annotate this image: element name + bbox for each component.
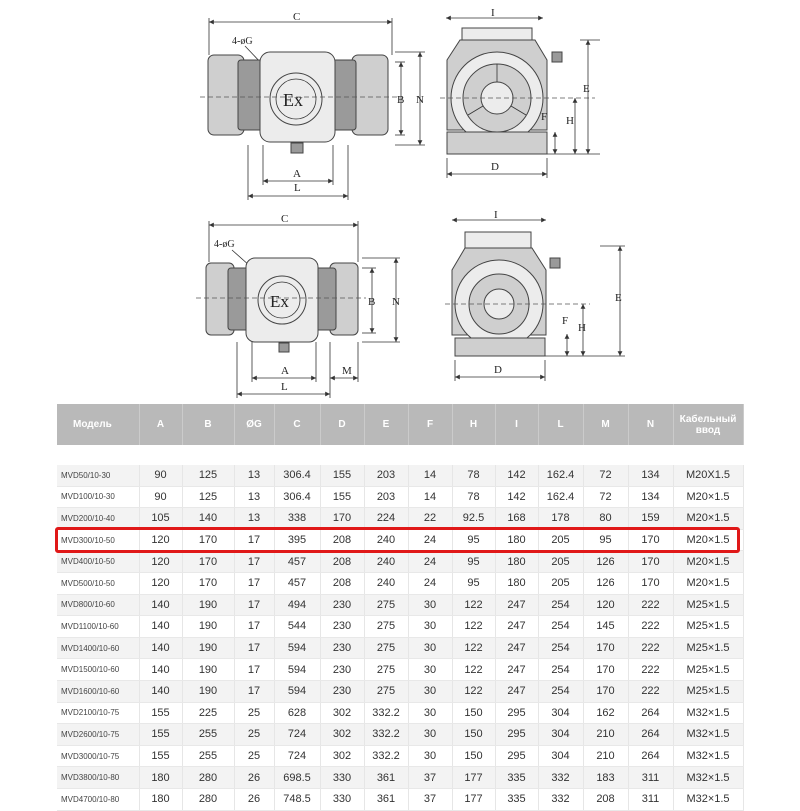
cell-g: 13 [234,465,274,486]
cell-l: 162.4 [538,486,583,508]
cell-a: 140 [139,659,182,681]
dim-label-a: A [293,168,301,180]
cell-c: 544 [274,616,320,638]
cell-g: 17 [234,551,274,573]
dim-label-a2: A [281,365,289,377]
header-g: ØG [234,404,274,445]
cell-l: 178 [538,508,583,530]
cell-model: MVD3800/10-80 [57,767,139,789]
cell-h: 150 [452,745,495,767]
cell-l: 205 [538,529,583,551]
cell-g: 17 [234,529,274,551]
cell-cable-entry: M32×1.5 [673,767,743,789]
cell-i: 247 [495,594,538,616]
cell-e: 203 [364,486,408,508]
cell-d: 230 [320,659,364,681]
cell-cable-entry: M20X1.5 [673,465,743,486]
cell-d: 155 [320,486,364,508]
cell-e: 361 [364,767,408,789]
cell-model: MVD1500/10-60 [57,659,139,681]
cell-d: 302 [320,724,364,746]
cell-g: 17 [234,680,274,702]
cell-a: 120 [139,572,182,594]
cell-c: 594 [274,680,320,702]
cell-b: 190 [182,680,234,702]
cell-a: 140 [139,680,182,702]
cell-a: 180 [139,767,182,789]
cell-cable-entry: M25×1.5 [673,659,743,681]
cell-l: 254 [538,659,583,681]
cell-i: 335 [495,788,538,810]
cell-cable-entry: M25×1.5 [673,637,743,659]
cell-c: 724 [274,724,320,746]
cell-a: 140 [139,637,182,659]
cell-n: 134 [628,486,673,508]
dim-label-f2: F [562,315,569,327]
cell-n: 222 [628,659,673,681]
dim-label-l: L [294,182,301,194]
cell-cable-entry: M32×1.5 [673,745,743,767]
cell-a: 120 [139,529,182,551]
table-row [57,680,743,702]
dim-label-m: M [342,365,352,377]
dim-label-c: C [293,11,301,23]
cell-d: 208 [320,551,364,573]
cell-i: 247 [495,680,538,702]
cell-c: 594 [274,637,320,659]
dim-label-d: D [491,161,499,173]
cell-m: 72 [583,486,628,508]
cell-a: 90 [139,465,182,486]
cell-b: 125 [182,465,234,486]
cell-l: 254 [538,594,583,616]
cell-i: 295 [495,745,538,767]
cell-d: 230 [320,616,364,638]
cell-m: 210 [583,724,628,746]
cell-i: 168 [495,508,538,530]
cell-f: 30 [408,745,452,767]
cell-m: 126 [583,572,628,594]
table-row [57,486,743,508]
cell-g: 25 [234,724,274,746]
cell-l: 254 [538,637,583,659]
dim-label-n2: N [392,296,400,308]
cell-cable-entry: M32×1.5 [673,724,743,746]
cell-f: 24 [408,551,452,573]
cell-e: 332.2 [364,724,408,746]
cell-l: 205 [538,572,583,594]
cell-g: 13 [234,486,274,508]
cell-h: 95 [452,551,495,573]
cell-b: 225 [182,702,234,724]
dim-label-i: I [491,7,495,19]
table-row [57,724,743,746]
cell-n: 311 [628,788,673,810]
cell-h: 122 [452,637,495,659]
cell-model: MVD50/10-30 [57,465,139,486]
cell-l: 304 [538,702,583,724]
ex-logo-bottom: Ex [270,292,289,311]
header-n: N [628,404,673,445]
cell-b: 170 [182,572,234,594]
cell-c: 748.5 [274,788,320,810]
header-d: D [320,404,364,445]
cell-i: 180 [495,572,538,594]
cell-n: 222 [628,637,673,659]
cell-c: 395 [274,529,320,551]
cell-model: MVD500/10-50 [57,572,139,594]
cell-b: 140 [182,508,234,530]
cell-a: 180 [139,788,182,810]
dim-label-d2: D [494,364,502,376]
cell-e: 275 [364,659,408,681]
cell-c: 457 [274,572,320,594]
cell-h: 122 [452,659,495,681]
cell-h: 150 [452,724,495,746]
cell-f: 30 [408,637,452,659]
cell-c: 457 [274,551,320,573]
dim-label-h: H [566,115,574,127]
cell-d: 208 [320,529,364,551]
dim-label-e2: E [615,292,622,304]
cell-e: 332.2 [364,745,408,767]
cell-i: 295 [495,702,538,724]
cell-n: 170 [628,572,673,594]
cell-b: 170 [182,551,234,573]
cell-m: 170 [583,637,628,659]
cell-e: 332.2 [364,702,408,724]
cell-i: 180 [495,551,538,573]
specification-table [57,404,744,811]
cell-h: 95 [452,529,495,551]
cell-cable-entry: M20×1.5 [673,572,743,594]
cell-cable-entry: M20×1.5 [673,529,743,551]
cell-c: 628 [274,702,320,724]
cell-g: 13 [234,508,274,530]
table-row [57,745,743,767]
cell-cable-entry: M20×1.5 [673,486,743,508]
cell-h: 95 [452,572,495,594]
cell-l: 332 [538,788,583,810]
header-i: I [495,404,538,445]
cell-m: 95 [583,529,628,551]
cell-n: 170 [628,551,673,573]
cell-g: 17 [234,594,274,616]
cell-d: 330 [320,767,364,789]
cell-i: 247 [495,659,538,681]
cell-e: 240 [364,529,408,551]
cell-g: 17 [234,572,274,594]
cell-f: 30 [408,594,452,616]
header-model: Модель [57,404,139,445]
table-header-row [57,404,743,445]
header-c: C [274,404,320,445]
cell-b: 170 [182,529,234,551]
cell-f: 24 [408,529,452,551]
table-body [57,445,743,810]
table-row [57,702,743,724]
cell-d: 230 [320,680,364,702]
cell-h: 122 [452,616,495,638]
cell-model: MVD4700/10-80 [57,788,139,810]
header-cable-entry: Кабельный ввод [673,404,743,445]
cell-cable-entry: M20×1.5 [673,508,743,530]
cell-model: MVD1100/10-60 [57,616,139,638]
cell-model: MVD2100/10-75 [57,702,139,724]
cell-a: 140 [139,616,182,638]
ex-logo-top: Ex [283,90,303,110]
cell-m: 126 [583,551,628,573]
cell-model: MVD200/10-40 [57,508,139,530]
table-row [57,508,743,530]
cell-model: MVD3000/10-75 [57,745,139,767]
cell-a: 155 [139,702,182,724]
cell-m: 210 [583,745,628,767]
table-row [57,616,743,638]
dim-label-h2: H [578,322,586,334]
cell-m: 162 [583,702,628,724]
cell-d: 230 [320,637,364,659]
cell-b: 125 [182,486,234,508]
cell-d: 302 [320,745,364,767]
cell-n: 264 [628,745,673,767]
cell-c: 338 [274,508,320,530]
cell-i: 335 [495,767,538,789]
cell-m: 120 [583,594,628,616]
cell-g: 17 [234,637,274,659]
cell-l: 205 [538,551,583,573]
end-view-top [440,7,600,178]
cell-h: 78 [452,486,495,508]
table-row [57,788,743,810]
dim-label-b2: B [368,296,376,308]
cell-m: 170 [583,680,628,702]
cell-d: 170 [320,508,364,530]
cell-model: MVD800/10-60 [57,594,139,616]
cell-g: 17 [234,616,274,638]
cell-b: 255 [182,745,234,767]
dim-label-i2: I [494,209,498,221]
cell-h: 177 [452,788,495,810]
cell-model: MVD2600/10-75 [57,724,139,746]
cell-a: 105 [139,508,182,530]
cell-n: 222 [628,616,673,638]
cell-f: 37 [408,767,452,789]
cell-cable-entry: M32×1.5 [673,702,743,724]
cell-cable-entry: M25×1.5 [673,594,743,616]
cell-model: MVD300/10-50 [57,529,139,551]
dim-label-g2: 4-øG [214,239,235,250]
cell-m: 145 [583,616,628,638]
cell-b: 280 [182,767,234,789]
table-row [57,637,743,659]
cell-c: 594 [274,659,320,681]
dim-label-c2: C [281,213,289,225]
side-view-bottom [196,213,400,398]
cell-d: 155 [320,465,364,486]
cell-f: 37 [408,788,452,810]
cell-d: 302 [320,702,364,724]
cell-b: 190 [182,637,234,659]
cell-m: 80 [583,508,628,530]
cell-f: 30 [408,659,452,681]
cell-g: 26 [234,788,274,810]
cell-e: 240 [364,572,408,594]
cell-h: 150 [452,702,495,724]
cell-f: 30 [408,724,452,746]
cell-i: 295 [495,724,538,746]
cell-e: 275 [364,594,408,616]
end-view-bottom [445,209,625,381]
cell-f: 24 [408,572,452,594]
cell-h: 177 [452,767,495,789]
cell-e: 361 [364,788,408,810]
cell-b: 190 [182,659,234,681]
header-a: A [139,404,182,445]
cell-f: 14 [408,465,452,486]
cell-h: 92.5 [452,508,495,530]
cell-f: 30 [408,616,452,638]
cell-i: 180 [495,529,538,551]
cell-i: 142 [495,465,538,486]
table-row [57,551,743,573]
cell-l: 254 [538,680,583,702]
cell-cable-entry: M25×1.5 [673,680,743,702]
cell-a: 90 [139,486,182,508]
cell-f: 14 [408,486,452,508]
table-row [57,572,743,594]
cell-c: 306.4 [274,486,320,508]
cell-d: 330 [320,788,364,810]
cell-d: 230 [320,594,364,616]
cell-a: 155 [139,745,182,767]
cell-e: 224 [364,508,408,530]
table-row [57,529,743,551]
header-b: B [182,404,234,445]
cell-n: 222 [628,594,673,616]
cell-b: 190 [182,594,234,616]
cell-a: 120 [139,551,182,573]
header-l: L [538,404,583,445]
cell-m: 208 [583,788,628,810]
cell-n: 222 [628,680,673,702]
cell-m: 170 [583,659,628,681]
spacer-cell [57,445,743,465]
cell-i: 142 [495,486,538,508]
cell-f: 30 [408,702,452,724]
cell-l: 254 [538,616,583,638]
dim-label-f: F [541,111,548,123]
cell-n: 170 [628,529,673,551]
cell-b: 190 [182,616,234,638]
cell-l: 332 [538,767,583,789]
cell-h: 122 [452,680,495,702]
cell-cable-entry: M25×1.5 [673,616,743,638]
cell-e: 240 [364,551,408,573]
cell-a: 155 [139,724,182,746]
dim-label-g: 4-øG [232,36,253,47]
cell-cable-entry: M32×1.5 [673,788,743,810]
cell-cable-entry: M20×1.5 [673,551,743,573]
cell-n: 264 [628,702,673,724]
cell-i: 247 [495,616,538,638]
side-view-top [200,11,425,200]
cell-g: 25 [234,745,274,767]
technical-drawings [0,0,800,400]
table-row [57,659,743,681]
dim-label-b: B [397,94,405,106]
cell-n: 311 [628,767,673,789]
cell-c: 698.5 [274,767,320,789]
cell-model: MVD400/10-50 [57,551,139,573]
cell-d: 208 [320,572,364,594]
cell-h: 78 [452,465,495,486]
cell-b: 280 [182,788,234,810]
cell-e: 275 [364,637,408,659]
cell-m: 183 [583,767,628,789]
cell-m: 72 [583,465,628,486]
header-m: M [583,404,628,445]
cell-c: 306.4 [274,465,320,486]
cell-g: 17 [234,659,274,681]
cell-model: MVD1400/10-60 [57,637,139,659]
cell-h: 122 [452,594,495,616]
cell-b: 255 [182,724,234,746]
cell-e: 275 [364,680,408,702]
cell-model: MVD100/10-30 [57,486,139,508]
cell-f: 22 [408,508,452,530]
dim-label-e: E [583,83,590,95]
cell-c: 724 [274,745,320,767]
table-row [57,594,743,616]
cell-n: 159 [628,508,673,530]
cell-n: 134 [628,465,673,486]
cell-i: 247 [495,637,538,659]
cell-e: 275 [364,616,408,638]
cell-l: 162.4 [538,465,583,486]
header-e: E [364,404,408,445]
cell-model: MVD1600/10-60 [57,680,139,702]
header-f: F [408,404,452,445]
cell-c: 494 [274,594,320,616]
cell-g: 25 [234,702,274,724]
cell-a: 140 [139,594,182,616]
dim-label-n: N [416,94,424,106]
table-row [57,465,743,486]
dim-label-l2: L [281,381,288,393]
header-h: H [452,404,495,445]
cell-l: 304 [538,745,583,767]
table-row [57,767,743,789]
cell-n: 264 [628,724,673,746]
table-spacer-row [57,445,743,465]
cell-g: 26 [234,767,274,789]
cell-f: 30 [408,680,452,702]
cell-l: 304 [538,724,583,746]
cell-e: 203 [364,465,408,486]
